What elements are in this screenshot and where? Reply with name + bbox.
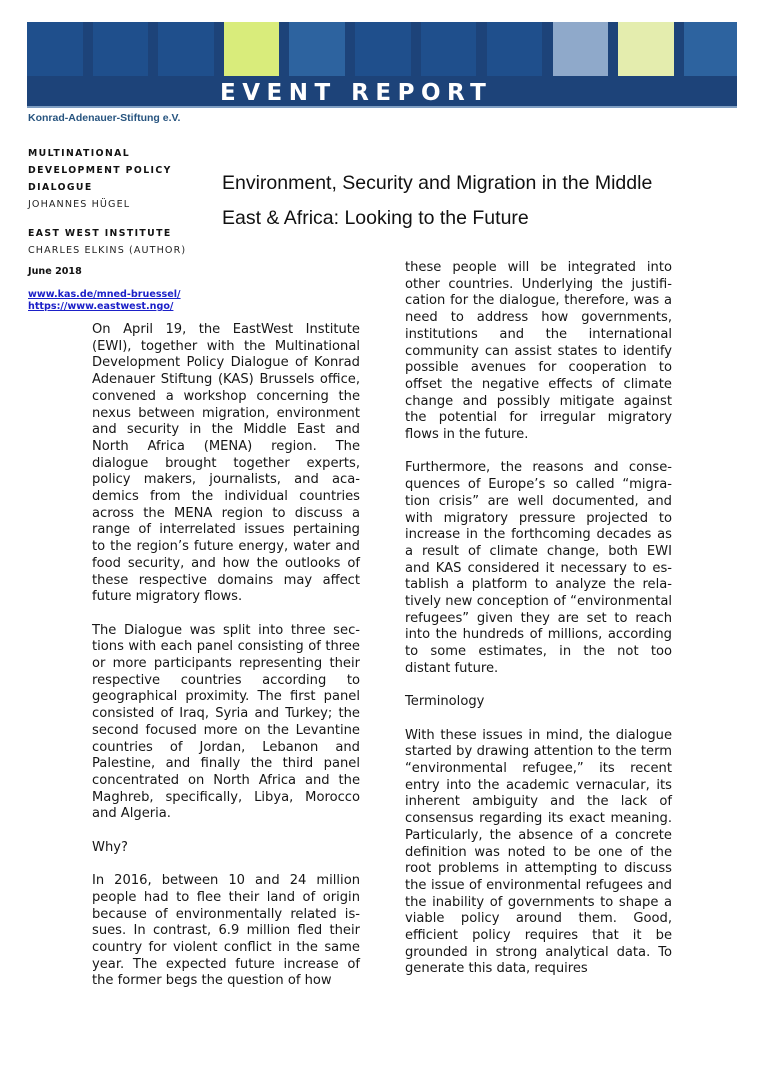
program-contact: JOHANNES HÜGEL: [28, 199, 131, 210]
panels-paragraph: The Dialogue was split into three sections with each panel consisting of three or more participants representing their respective countries according to geographical proximity. The first panel consisted of Iraq, Syria and Turkey; the second focused more on the Levantine countries of Jordan, Lebanon and Palestine, and finally the third panel concentrated on North Africa and the Maghreb, specifically, Libya, Morocco and Algeria.: [92, 622, 360, 822]
eastwest-link[interactable]: https://www.eastwest.ngo/: [28, 301, 174, 312]
program-name-line: MULTINATIONAL: [28, 148, 131, 159]
banner-block: [355, 22, 411, 76]
banner-block: [289, 22, 345, 76]
author-name: CHARLES ELKINS (AUTHOR): [28, 245, 187, 256]
event-report-banner: [27, 22, 737, 108]
kas-link[interactable]: www.kas.de/mned-bruessel/: [28, 289, 181, 300]
section-heading-why: Why?: [92, 839, 128, 855]
banner-block: [93, 22, 148, 76]
body-column-right: [405, 260, 672, 995]
banner-block: [553, 22, 608, 76]
intro-paragraph: On April 19, the EastWest Institute (EWI), together with the Multinational Development Policy Dialogue of Konrad Adenauer Stiftung (KAS) Brussels office, convened a workshop concerning the nexus between migration, environment and security in the Middle East and North Africa (MENA) region. The dialogue brought together experts, policy makers, journalists, and academics from the individual countries across the MENA region to discuss a range of interrelated issues pertaining to the region’s future energy, water and food security, and how the outlooks of these respective domains may affect future migratory flows.: [92, 322, 360, 605]
migration-crisis-paragraph: Furthermore, the reasons and consequences of Europe’s so called “migration crisis” are well documented, and with migratory pressure projected to increase in the forthcoming decades as a result of climate change, both EWI and KAS considered it necessary to establish a platform to analyze the relatively new conception of “environmental refugees” given they are set to reach into the hundreds of millions, according to some estimates, in the not too distant future.: [405, 460, 672, 676]
report-type-title: EVENT REPORT: [220, 80, 493, 106]
program-name-line: DEVELOPMENT POLICY: [28, 165, 172, 176]
banner-block: [421, 22, 476, 76]
banner-block: [618, 22, 674, 76]
body-column-left: [92, 322, 360, 1007]
program-name-line: DIALOGUE: [28, 182, 93, 193]
document-title-line: Environment, Security and Migration in the Middle: [222, 172, 653, 194]
document-title-line: East & Africa: Looking to the Future: [222, 207, 529, 229]
terminology-paragraph: With these issues in mind, the dialogue started by drawing attention to the term “environmental refugee,” its recent entry into the academic vernacular, its inherent ambiguity and the lack of consensus regarding its exact meaning. Particularly, the absence of a concrete definition was noted to be one of the root problems in attempting to discuss the issue of environmental refugees and the inability of governments to shape a viable policy around them. Good, efficient policy requires that it be grounded in strong analytical data. To generate this data, requires: [405, 727, 672, 977]
banner-block: [158, 22, 214, 76]
sidebar: [28, 145, 218, 313]
organization-name: Konrad-Adenauer-Stiftung e.V.: [28, 112, 181, 124]
partner-name: EAST WEST INSTITUTE: [28, 228, 172, 239]
banner-block: [487, 22, 542, 76]
statistics-paragraph: In 2016, between 10 and 24 million people had to flee their land of origin because of environmentally related issues. In contrast, 6.9 million fled their country for violent conflict in the same year. The expected future increase of the former begs the question of how: [92, 873, 360, 989]
document-title: [222, 166, 692, 236]
publication-date: June 2018: [28, 266, 82, 277]
banner-divider: [27, 106, 737, 108]
justification-paragraph: these people will be integrated into other countries. Underlying the justification for the dialogue, therefore, was a need to address how governments, institutions and the international community can assist states to identify possible avenues for cooperation to offset the negative effects of climate change and possibly mitigate against the potential for irregular migratory flows in the future.: [405, 260, 672, 443]
section-heading-terminology: Terminology: [405, 694, 485, 710]
banner-block: [224, 22, 279, 76]
banner-block: [27, 22, 83, 76]
banner-block: [684, 22, 737, 76]
